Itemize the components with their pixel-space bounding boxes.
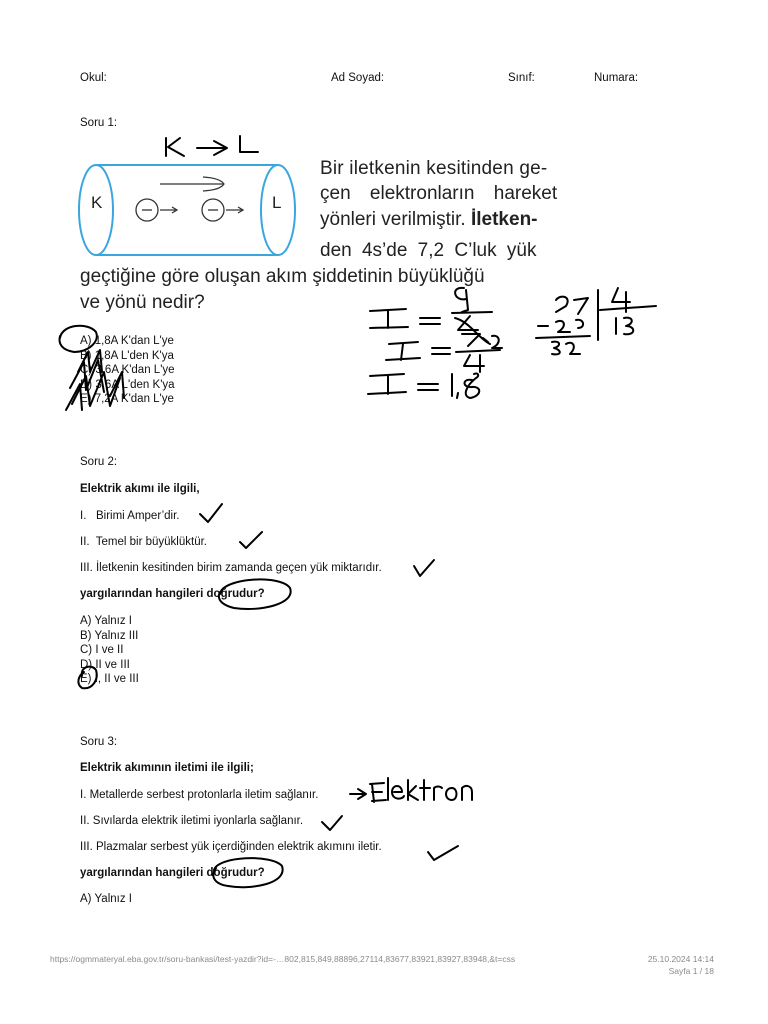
number-label: Numara:: [594, 72, 639, 84]
q2-statement-2: II. Temel bir büyüklüktür.: [80, 536, 207, 548]
q3-question: yargılarından hangileri doğrudur?: [80, 867, 265, 879]
footer-url[interactable]: https://ogmmateryal.eba.gov.tr/soru-bankasi/test-yazdir?id=-…802,815,849,88896,27114,83677,83921,83927,83948,&t=css: [50, 954, 516, 964]
q3-statement-1: I. Metallerde serbest protonlarla iletim sağlanır.: [80, 789, 319, 801]
q3-statement-2: II. Sıvılarda elektrik iletimi iyonlarla sağlanır.: [80, 815, 304, 827]
class-label: Sınıf:: [508, 72, 535, 84]
q1-figure-left-label: K: [91, 193, 103, 212]
q1-text-line4: den 4s’de 7,2 C’luk yük: [320, 240, 537, 261]
q2-stem: Elektrik akımı ile ilgili,: [80, 483, 200, 495]
q1-option-a[interactable]: A) 1,8A K'dan L'ye: [80, 335, 174, 347]
direction-note-ink: [166, 136, 258, 156]
footer-page: Sayfa 1 / 18: [668, 966, 714, 976]
option-scribbles-ink: [66, 350, 124, 410]
division-ink: [536, 288, 656, 354]
q2-option-b[interactable]: B) Yalnız III: [80, 629, 139, 642]
name-label: Ad Soyad:: [331, 72, 385, 84]
check-marks-ink: [200, 504, 458, 860]
q2-title: Soru 2:: [80, 456, 118, 468]
q2-option-a[interactable]: A) Yalnız I: [80, 615, 132, 627]
q1-option-b[interactable]: B) 1,8A L'den K'ya: [80, 349, 174, 362]
school-label: Okul:: [80, 72, 107, 84]
q2-option-d[interactable]: D) II ve III: [80, 658, 130, 671]
q1-text-line6: ve yönü nedir?: [80, 292, 205, 313]
q1-title: Soru 1:: [80, 117, 118, 129]
footer-datetime: 25.10.2024 14:14: [647, 954, 714, 964]
q3-option-a[interactable]: A) Yalnız I: [80, 893, 132, 905]
q3-stem: Elektrik akımının iletimi ile ilgili;: [80, 762, 254, 774]
q1-text-line2: çen elektronların hareket: [320, 183, 558, 204]
q1-figure-right-label: L: [272, 193, 282, 212]
q3-statement-3: III. Plazmalar serbest yük içerdiğinden elektrik akımını iletir.: [80, 841, 382, 853]
q2-question: yargılarından hangileri doğrudur?: [80, 588, 265, 600]
q2-option-c[interactable]: C) I ve II: [80, 644, 124, 657]
q1-text-line3: yönleri verilmiştir. İletken-: [320, 209, 538, 230]
q2-statement-3: III. İletkenin kesitinden birim zamanda geçen yük miktarıdır.: [80, 562, 382, 574]
formula-ink: [368, 288, 502, 398]
q3-note-ink: [350, 778, 472, 802]
answer-circles-ink: [60, 326, 291, 887]
q3-title: Soru 3:: [80, 736, 118, 748]
q1-option-d[interactable]: D) 3,6A L'den K'ya: [80, 378, 175, 391]
q1-option-e[interactable]: E) 7,2A K'dan L'ye: [80, 393, 174, 406]
q2-option-e[interactable]: E) I, II ve III: [80, 673, 139, 686]
q2-statement-1: I. Birimi Amper’dir.: [80, 510, 180, 522]
q1-option-c[interactable]: C) 3,6A K'dan L'ye: [80, 364, 175, 377]
q1-text-line5: geçtiğine göre oluşan akım şiddetinin büyüklüğü: [80, 266, 485, 287]
q1-text-line1: Bir iletkenin kesitinden ge-: [320, 158, 548, 179]
